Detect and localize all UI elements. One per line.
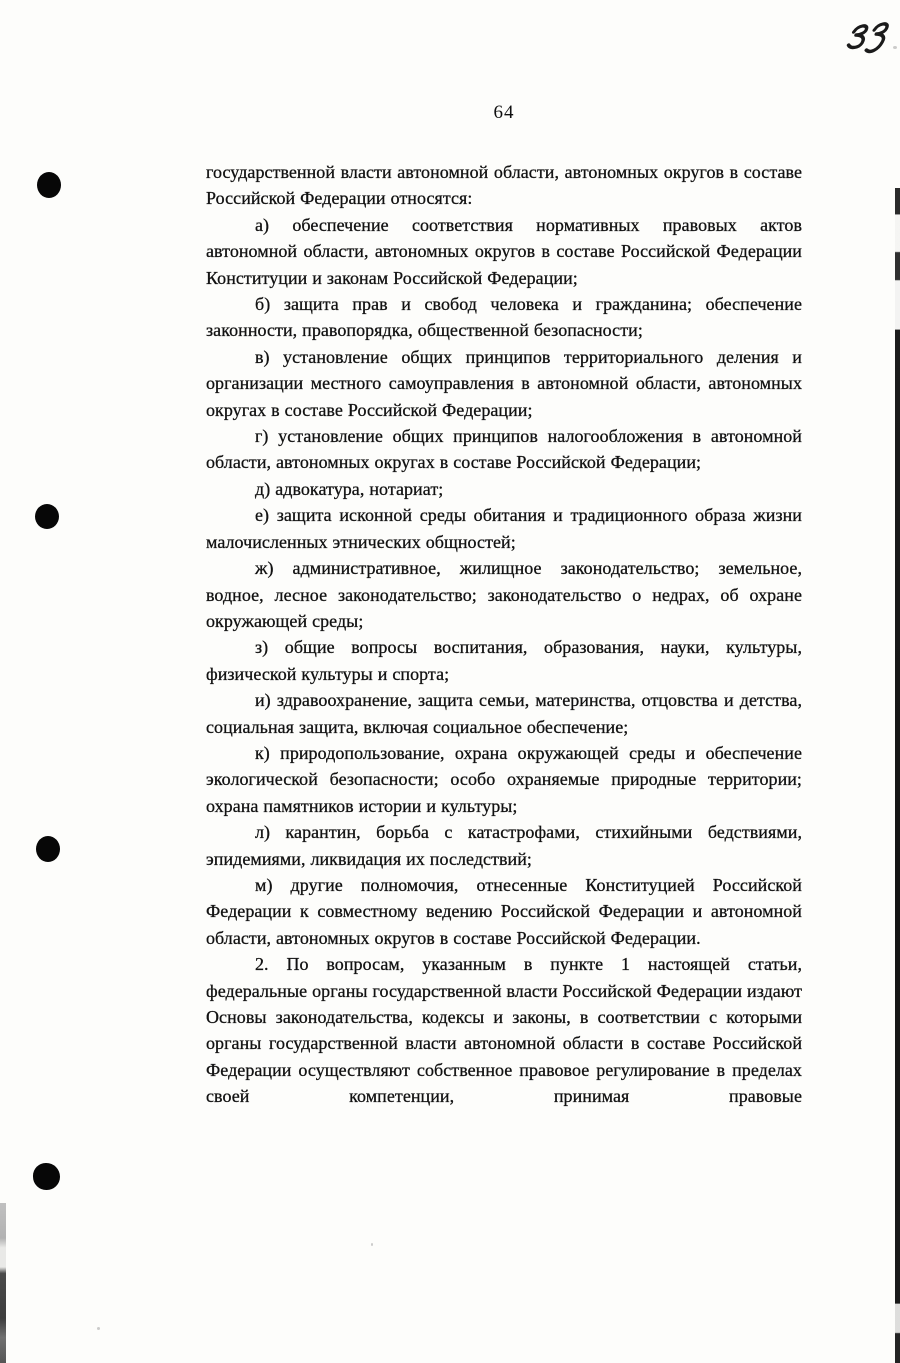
- paragraph-item-m: м) другие полномочия, отнесенные Конституцией Российской Федерации к совместному ведению Российской Федерации и автономной области, автономных округов в составе Российской Федерации.: [206, 874, 802, 948]
- paragraph-item-e: е) защита исконной среды обитания и традиционного образа жизни малочисленных этнических общностей;: [206, 505, 802, 552]
- scan-speck: [371, 1243, 373, 1246]
- paragraph-item-zh: ж) административное, жилищное законодательство; земельное, водное, лесное законодательство; законодательство о недрах, об охране окружающей среды;: [206, 558, 802, 631]
- handwritten-page-annotation-33: [838, 19, 892, 63]
- scan-edge-artifact-left: [0, 1203, 6, 1363]
- paragraph-continuation: государственной власти автономной области, автономных округов в составе Российской Федерации относятся:: [206, 162, 802, 209]
- paragraph-clause-2: 2. По вопросам, указанным в пункте 1 настоящей статьи, федеральные органы государственной власти Российской Федерации издают Основы законодательства, кодексы и законы, в соответствии с которыми органы государственной власти автономной области в составе Российской Федерации осуществляют собственное правовое регулирование в пределах своей компетенции, принимая правовые: [206, 954, 802, 1107]
- hole-punch-mark: [33, 1163, 60, 1190]
- scan-speck: [97, 1327, 100, 1330]
- paragraph-item-d: д) адвокатура, нотариат;: [255, 478, 444, 499]
- paragraph-item-i: и) здравоохранение, защита семьи, материнства, отцовства и детства, социальная защита, включая социальное обеспечение;: [206, 690, 802, 737]
- paragraph-item-a: а) обеспечение соответствия нормативных правовых актов автономной области, автономных округов в составе Российской Федерации Конституции и законам Российской Федерации;: [206, 214, 802, 288]
- paragraph-item-v: в) установление общих принципов территориального деления и организации местного самоуправления в автономной области, автономных округах в составе Российской Федерации;: [206, 346, 802, 420]
- hole-punch-mark: [36, 836, 60, 862]
- paragraph-item-l: л) карантин, борьба с катастрофами, стихийными бедствиями, эпидемиями, ликвидация их последствий;: [206, 822, 802, 869]
- paragraph-item-k: к) природопользование, охрана окружающей среды и обеспечение экологической безопасности; особо охраняемые природные территории; охрана памятников истории и культуры;: [206, 742, 802, 816]
- page-number: 64: [493, 102, 515, 123]
- paragraph-item-g: г) установление общих принципов налогообложения в автономной области, автономных округах в составе Российской Федерации;: [206, 426, 802, 473]
- hole-punch-mark: [37, 172, 61, 198]
- paragraph-item-b: б) защита прав и свобод человека и гражданина; обеспечение законности, правопорядка, общественной безопасности;: [206, 294, 802, 341]
- scan-speck: [893, 46, 897, 49]
- hole-punch-mark: [35, 504, 59, 529]
- document-text-block: [206, 159, 802, 1110]
- paragraph-item-z: з) общие вопросы воспитания, образования, науки, культуры, физической культуры и спорта;: [206, 637, 802, 684]
- scan-edge-artifact-right: [895, 188, 900, 1363]
